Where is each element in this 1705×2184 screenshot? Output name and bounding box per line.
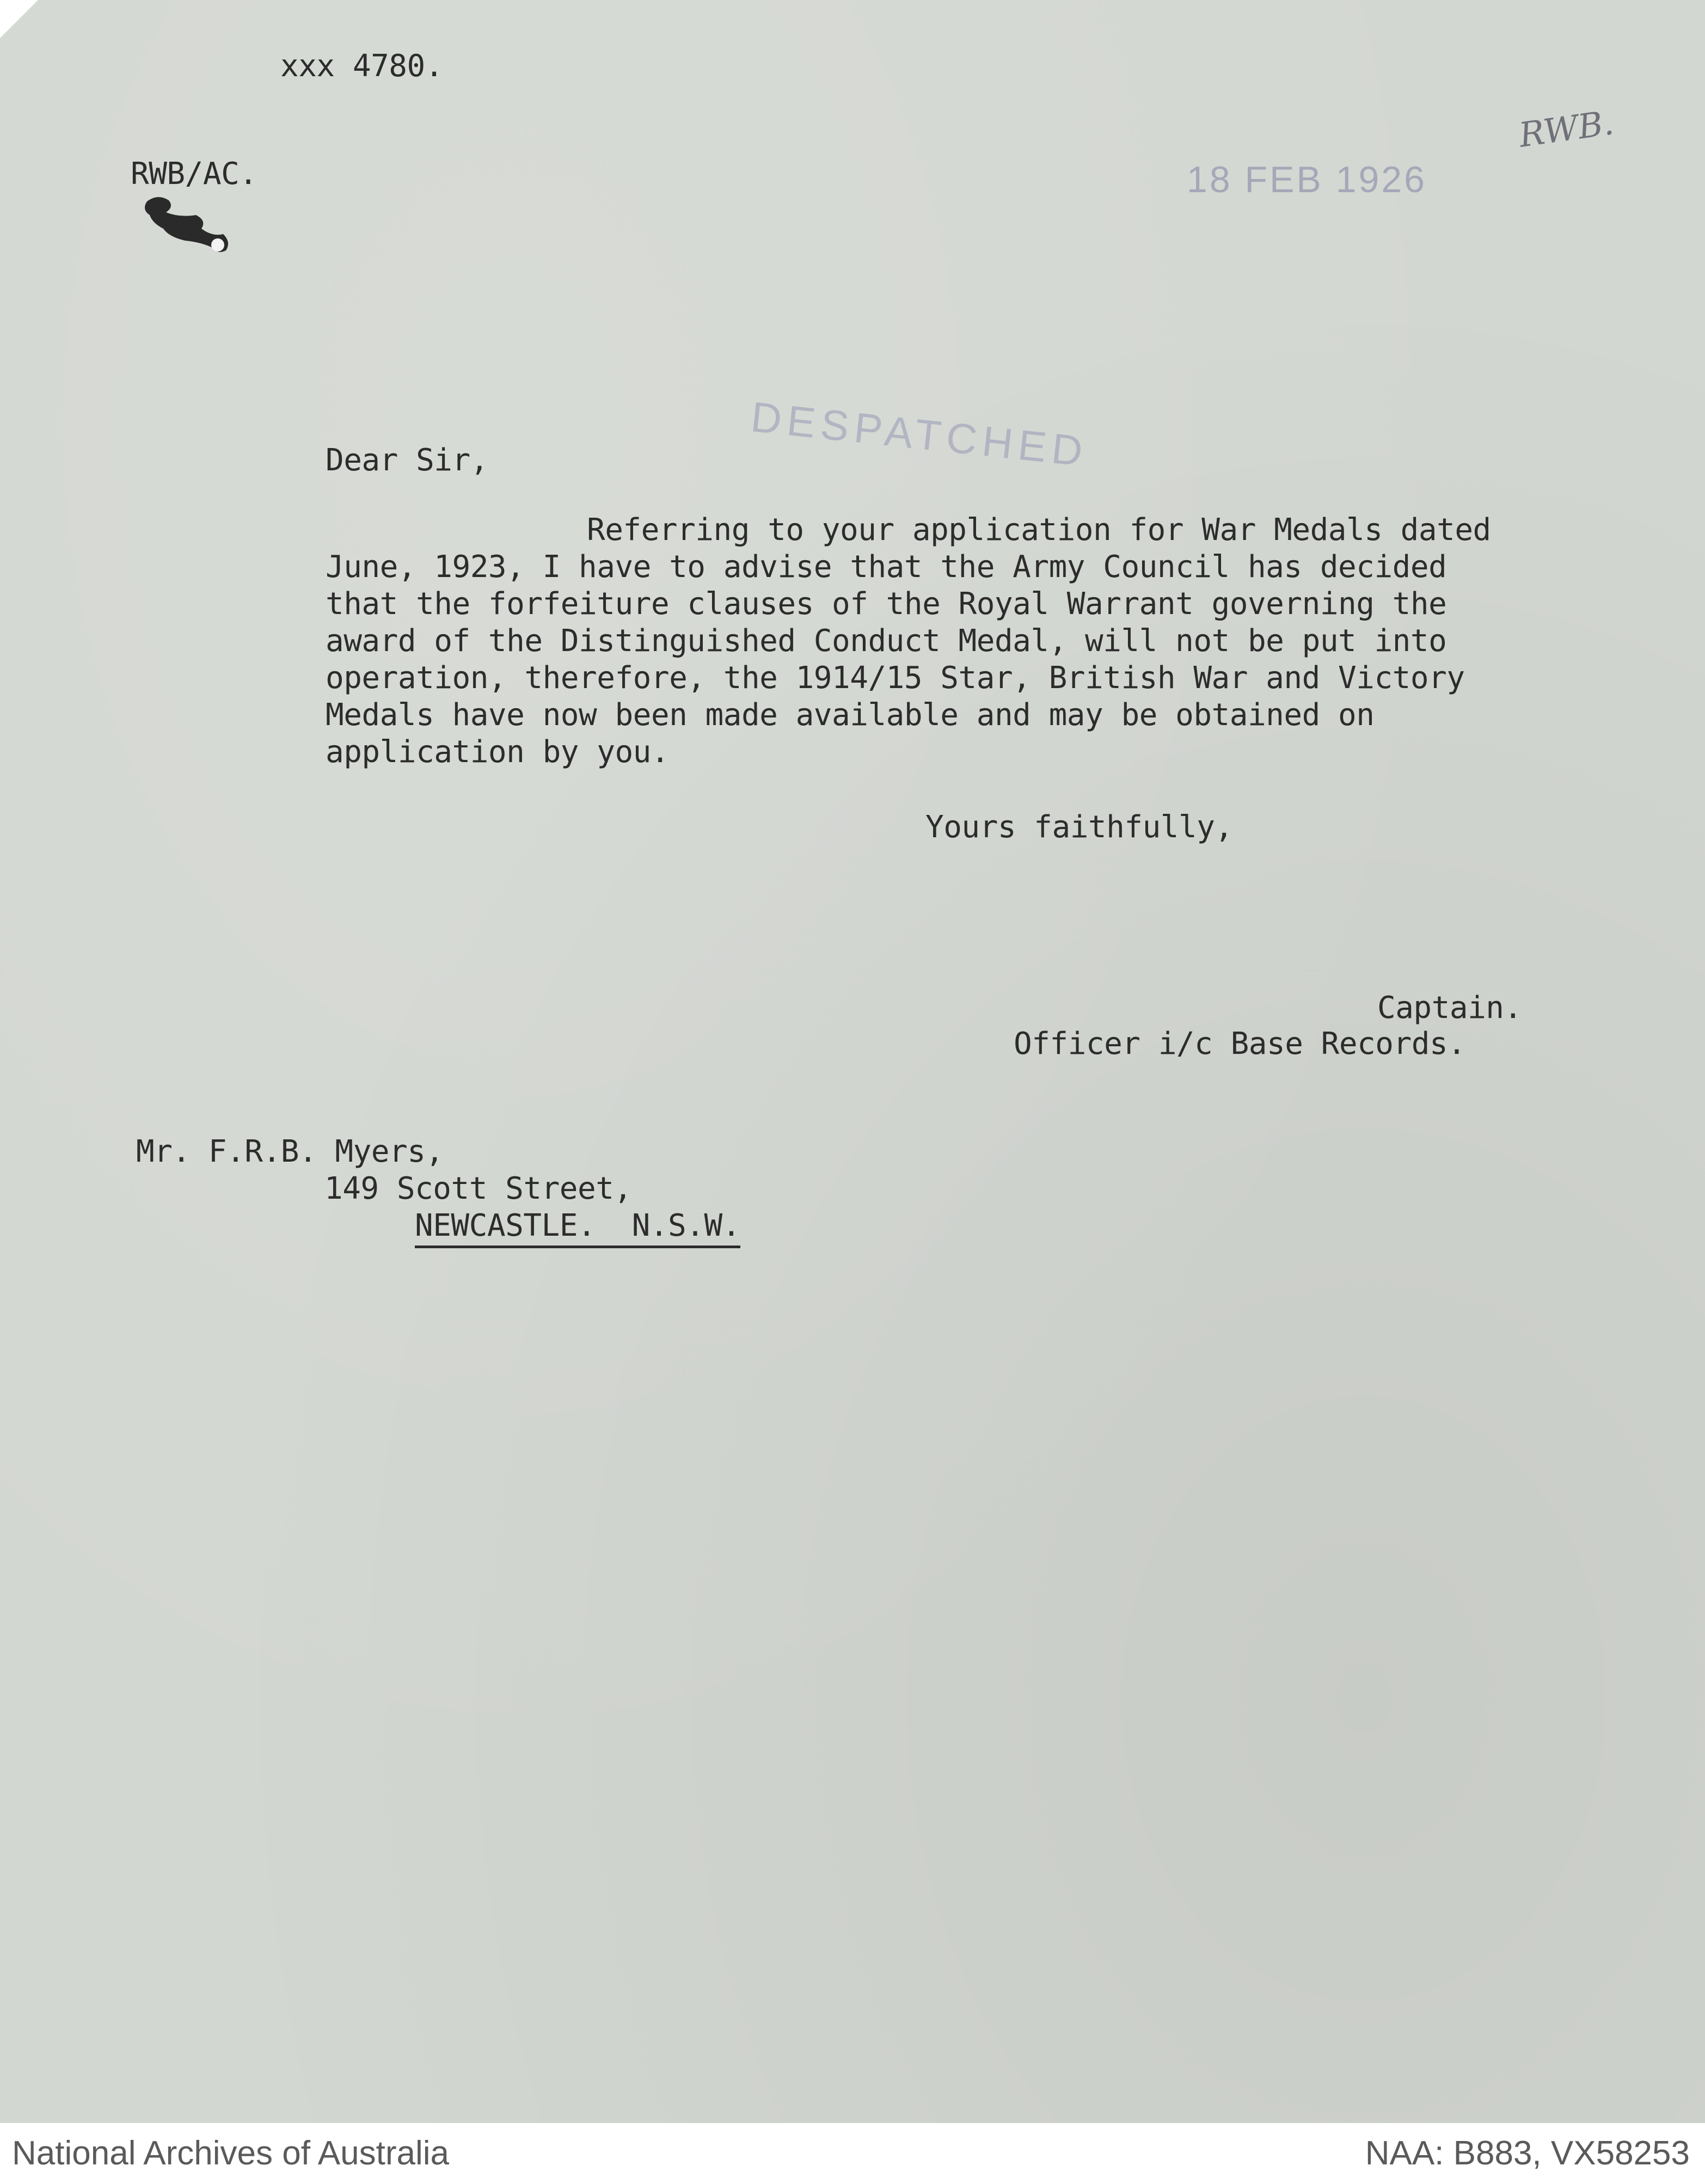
reference-number: xxx 4780. <box>280 48 443 84</box>
archive-citation: NAA: B883, VX58253 <box>1365 2134 1690 2172</box>
body-line: June, 1923, I have to advise that the Army Council has decided <box>326 549 1447 585</box>
addressee-street: 149 Scott Street, <box>324 1171 632 1206</box>
date-received-stamp: 18 FEB 1926 <box>1187 159 1427 200</box>
letter-body <box>326 512 1676 771</box>
handwritten-initials: RWB. <box>1516 102 1616 155</box>
despatched-stamp: DESPATCHED <box>749 392 1090 476</box>
typist-initials: RWB/AC. <box>131 156 257 192</box>
body-line: that the forfeiture clauses of the Royal Warrant governing the <box>326 586 1447 622</box>
body-line: operation, therefore, the 1914/15 Star, British War and Victory <box>326 660 1465 696</box>
addressee-city: NEWCASTLE. N.S.W. <box>415 1207 740 1248</box>
body-line: Medals have now been made available and may be obtained on <box>326 697 1375 733</box>
closing: Yours faithfully, <box>925 809 1233 845</box>
body-line: application by you. <box>326 734 670 770</box>
addressee-name: Mr. F.R.B. Myers, <box>136 1134 444 1169</box>
body-line: Referring to your application for War Medals dated <box>587 512 1491 548</box>
signature-rank: Captain. <box>1377 990 1522 1026</box>
ink-blot-mark <box>136 191 240 256</box>
archive-name: National Archives of Australia <box>12 2134 449 2172</box>
salutation: Dear Sir, <box>326 443 488 478</box>
signature-title: Officer i/c Base Records. <box>1014 1026 1466 1062</box>
torn-corner <box>0 0 38 38</box>
addressee-city-line <box>415 1207 740 1248</box>
body-line: award of the Distinguished Conduct Medal, will not be put into <box>326 623 1447 659</box>
